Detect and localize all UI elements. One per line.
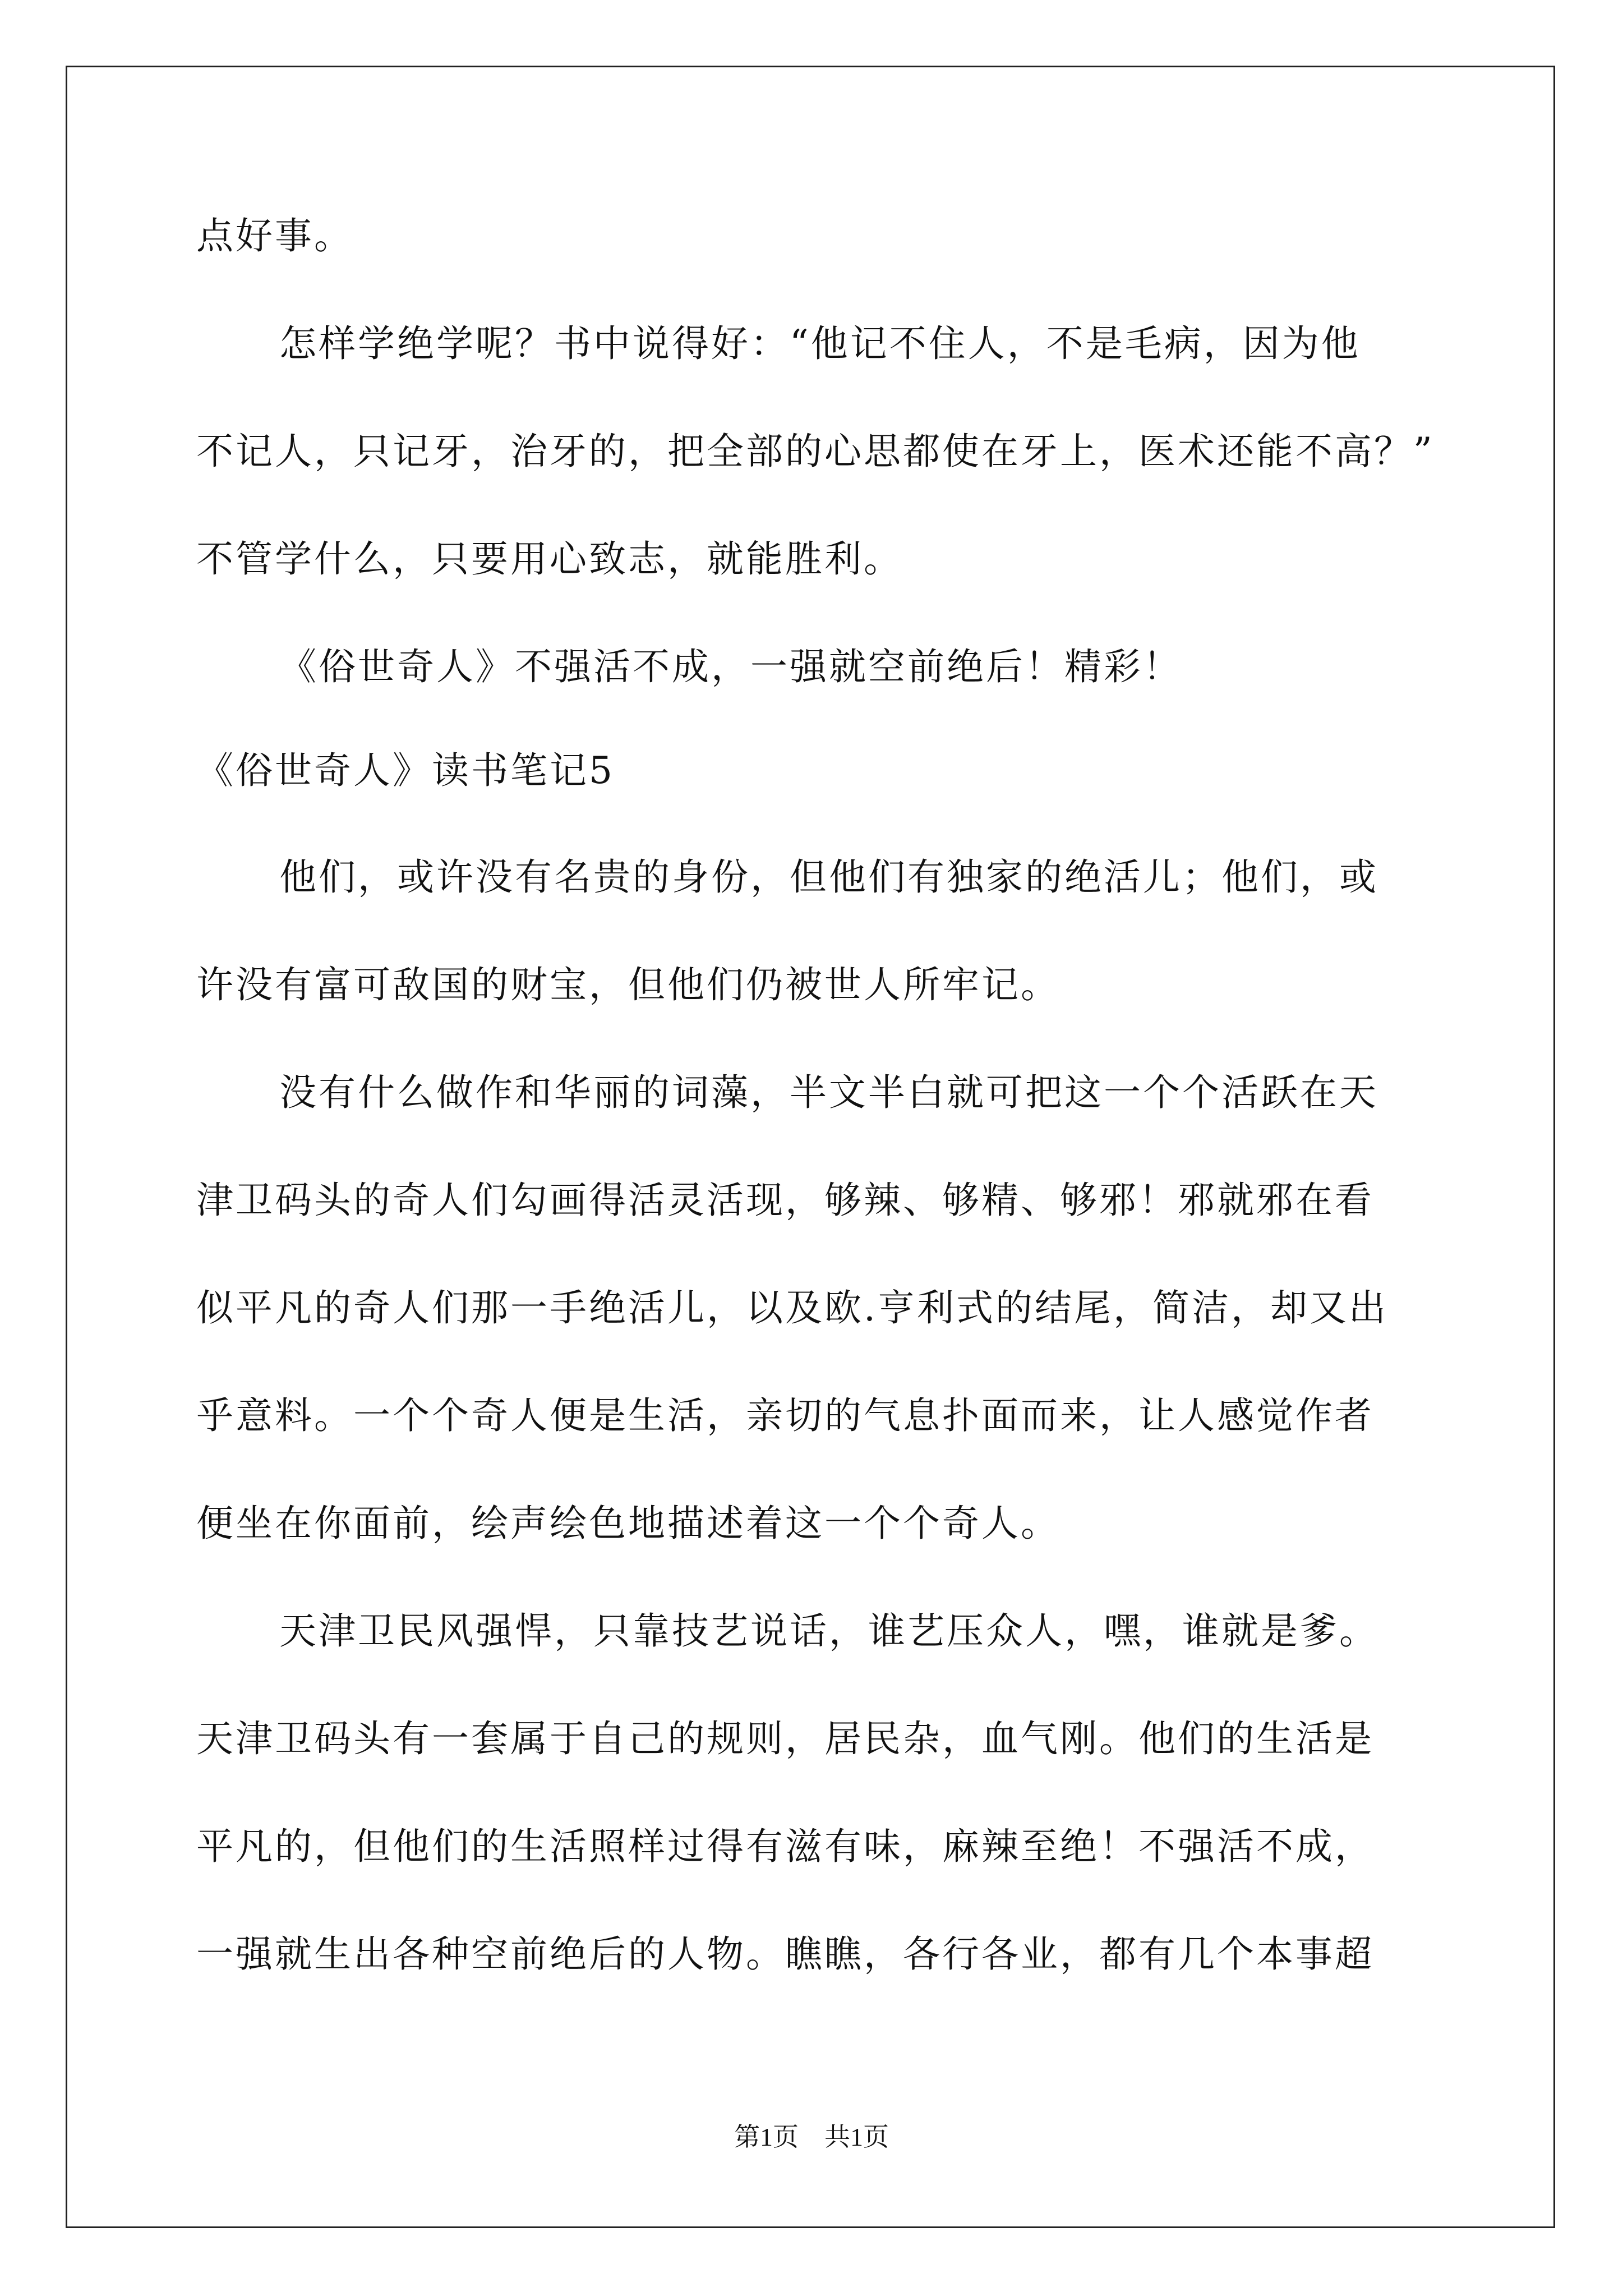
line-spacer [196,904,1424,958]
line-spacer [196,1120,1424,1173]
line-spacer [196,1443,1424,1496]
line-spacer [196,586,1424,639]
text-line: 他们，或许没有名贵的身份，但他们有独家的绝活儿；他们，或 [279,855,1378,899]
line-spacer [196,1335,1424,1388]
text-line: 平凡的，但他们的生活照样过得有滋有味，麻辣至绝！不强活不成， [196,1825,1374,1868]
line-spacer [196,1874,1424,1927]
line-spacer [196,371,1424,424]
page-footer: 第1页 共1页 [734,2123,889,2151]
text-line: 津卫码头的奇人们勾画得活灵活现，够辣、够精、够邪！邪就邪在看 [196,1179,1374,1222]
text-line: 天津卫码头有一套属于自己的规则，居民杂，血气刚。他们的生活是 [196,1717,1374,1760]
text-line: 点好事。 [196,214,353,257]
line-spacer [196,478,1424,532]
text-line: 《俗世奇人》不强活不成，一强就空前绝后！精彩！ [279,645,1182,688]
text-line: 天津卫民风强悍，只靠技艺说话，谁艺压众人，嘿，谁就是爹。 [279,1609,1378,1653]
text-line: 怎样学绝学呢？书中说得好：“他记不住人，不是毛病，因为他 [279,322,1361,365]
text-line: 便坐在你面前，绘声绘色地描述着这一个个奇人。 [196,1502,1060,1545]
line-spacer [196,1550,1424,1604]
line-spacer [196,1012,1424,1065]
text-line: 许没有富可敌国的财宝，但他们仍被世人所牢记。 [196,963,1060,1006]
text-line: 一强就生出各种空前绝后的人物。瞧瞧，各行各业，都有几个本事超 [196,1932,1374,1976]
line-spacer [196,1658,1424,1711]
line-spacer [196,694,1424,743]
line-spacer [196,1766,1424,1819]
text-line: 似平凡的奇人们那一手绝活儿，以及欧.亨利式的结尾，简洁，却又出 [196,1286,1388,1329]
text-line: 不记人，只记牙，治牙的，把全部的心思都使在牙上，医术还能不高？” [196,430,1435,473]
text-line: 没有什么做作和华丽的词藻，半文半白就可把这一个个活跃在天 [279,1071,1378,1114]
document-body [196,209,1435,1981]
section-heading: 《俗世奇人》读书笔记5 [196,749,615,792]
line-spacer [196,263,1424,316]
text-line: 乎意料。一个个奇人便是生活，亲切的气息扑面而来，让人感觉作者 [196,1394,1374,1437]
line-spacer [196,798,1424,850]
line-spacer [196,1227,1424,1281]
text-line: 不管学什么，只要用心致志，就能胜利。 [196,537,903,581]
